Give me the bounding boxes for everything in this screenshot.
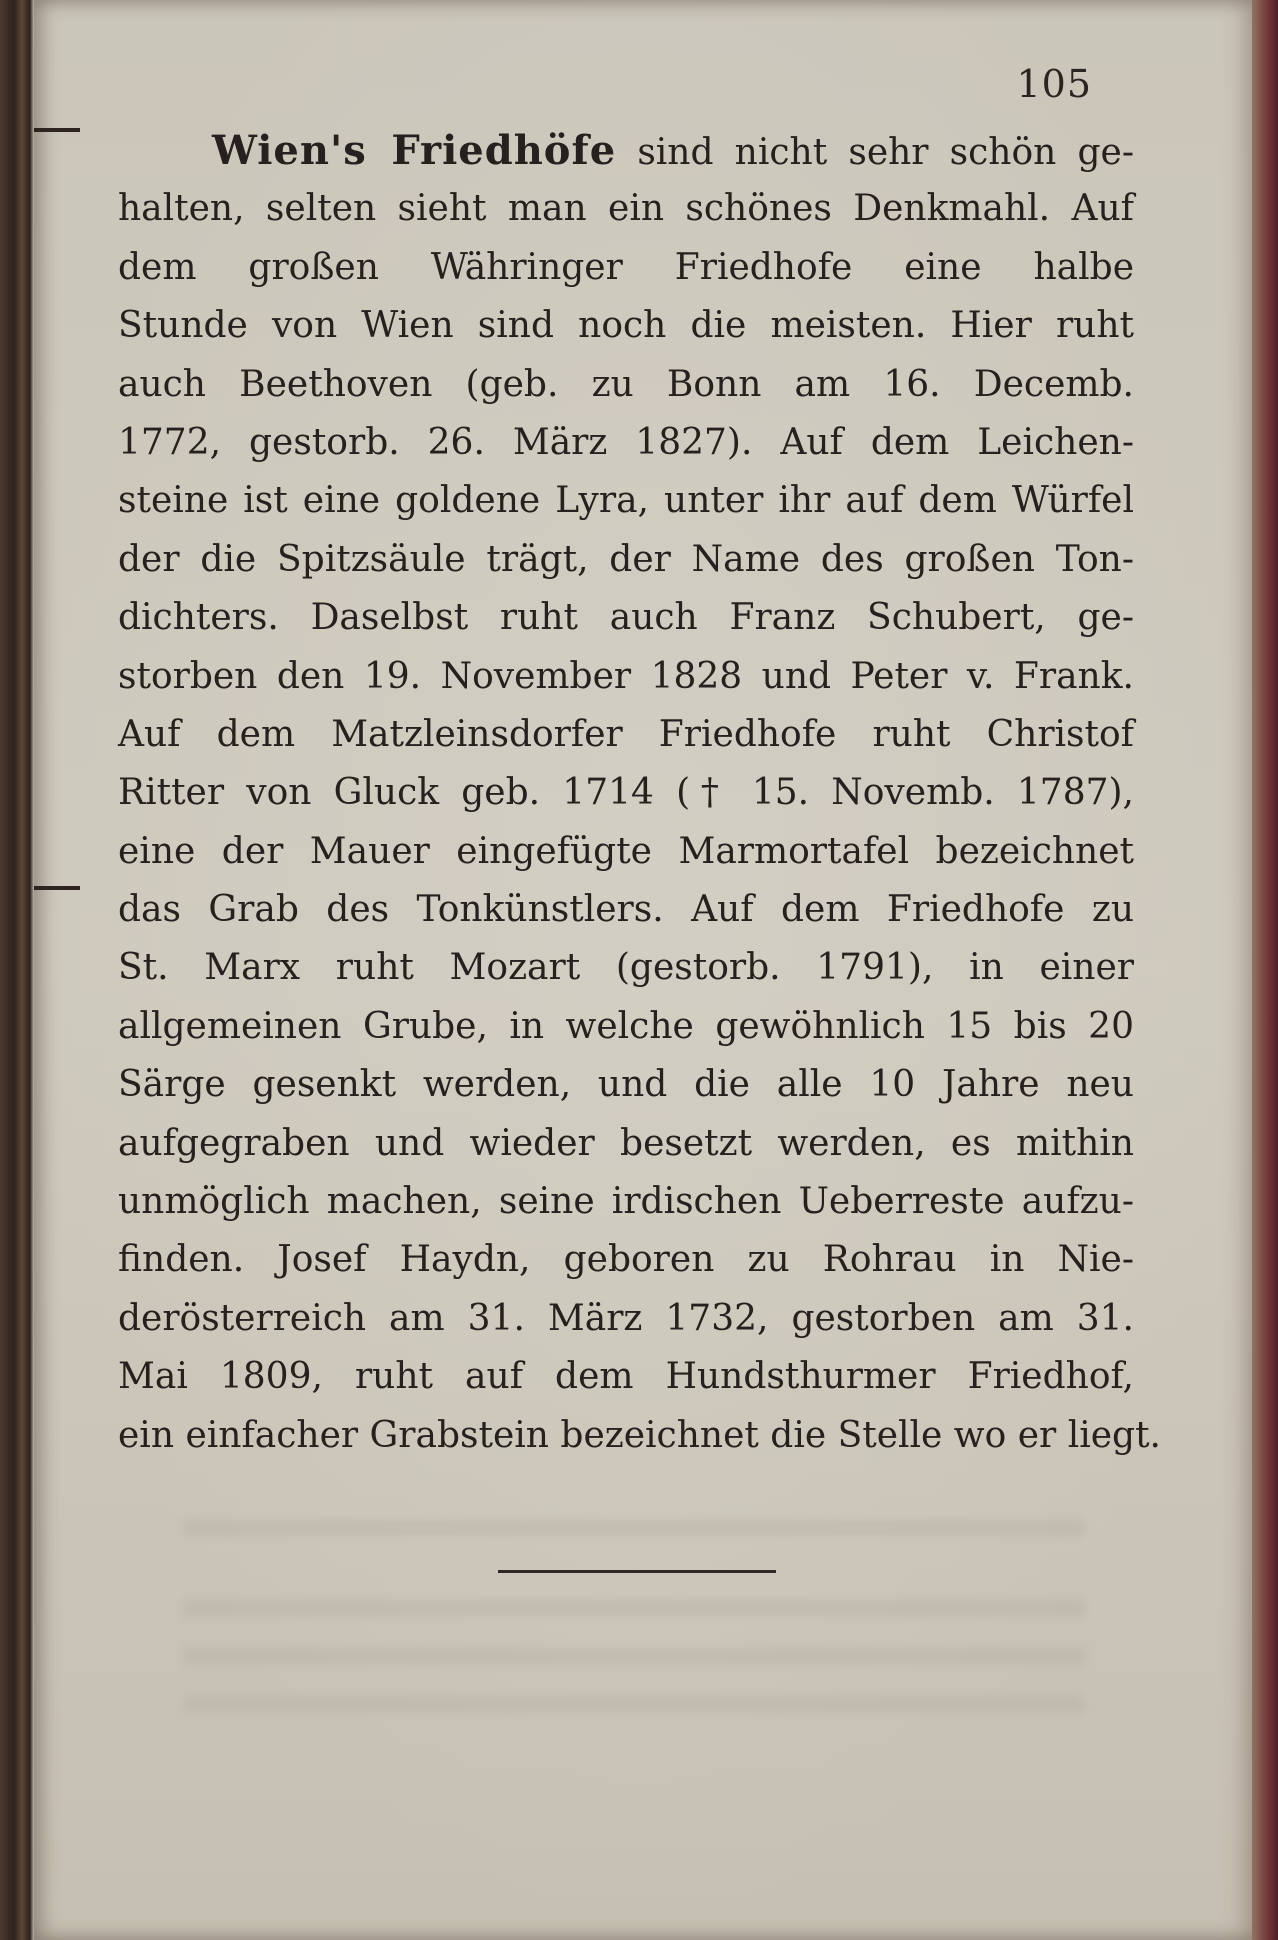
body-text <box>118 122 1161 1465</box>
text-line: aufgegraben und wieder besetzt werden, es mithin <box>118 1122 1134 1164</box>
text-line: finden. Josef Haydn, geboren zu Rohrau in Nie- <box>118 1239 1134 1281</box>
text-line: dichters. Daselbst ruht auch Franz Schubert, ge- <box>118 597 1134 639</box>
text-line: auch Beethoven (geb. zu Bonn am 16. Decemb. <box>118 363 1134 405</box>
text-line: unmöglich machen, seine irdischen Ueberreste aufzu- <box>118 1181 1134 1223</box>
text-line: allgemeinen Grube, in welche gewöhnlich 15 bis 20 <box>118 1005 1134 1047</box>
text-line: storben den 19. November 1828 und Peter v. Frank. <box>118 655 1134 697</box>
binding-mark <box>34 886 80 890</box>
text-line: Auf dem Matzleinsdorfer Friedhofe ruht Christof <box>118 713 1134 755</box>
page-number: 105 <box>1016 62 1092 106</box>
show-through-shadow <box>184 1648 1084 1664</box>
book-page <box>34 0 1252 1940</box>
text-line: Särge gesenkt werden, und die alle 10 Jahre neu <box>118 1064 1134 1106</box>
text-line: St. Marx ruht Mozart (gestorb. 1791), in einer <box>118 947 1134 989</box>
show-through-shadow <box>184 1600 1084 1616</box>
text-line: steine ist eine goldene Lyra, unter ihr auf dem Würfel <box>118 480 1134 522</box>
show-through-shadow <box>184 1520 1084 1536</box>
text-line: Stunde von Wien sind noch die meisten. Hier ruht <box>118 305 1134 347</box>
text-line: der die Spitzsäule trägt, der Name des großen Ton- <box>118 538 1134 580</box>
text-line: das Grab des Tonkünstlers. Auf dem Friedhofe zu <box>118 889 1134 931</box>
text-line: halten, selten sieht man ein schönes Denkmahl. Auf <box>118 188 1134 230</box>
text-line: dem großen Währinger Friedhofe eine halbe <box>118 246 1134 288</box>
text-line: Ritter von Gluck geb. 1714 († 15. Novemb. 1787), <box>118 772 1134 814</box>
section-divider <box>498 1570 776 1573</box>
text-line: ein einfacher Grabstein bezeichnet die Stelle wo er liegt. <box>118 1414 1161 1456</box>
show-through-shadow <box>184 1696 1084 1712</box>
text-line: 1772, gestorb. 26. März 1827). Auf dem Leichen- <box>118 421 1134 463</box>
section-heading: Wien's Friedhöfe <box>212 127 617 174</box>
text-line: derösterreich am 31. März 1732, gestorben am 31. <box>118 1297 1134 1339</box>
text-line: Mai 1809, ruht auf dem Hundsthurmer Friedhof, <box>118 1356 1134 1398</box>
text-line: eine der Mauer eingefügte Marmortafel bezeichnet <box>118 830 1134 872</box>
binding-mark <box>34 128 80 132</box>
text-line: Wien's Friedhöfe sind nicht sehr schön ge- <box>212 127 1135 174</box>
